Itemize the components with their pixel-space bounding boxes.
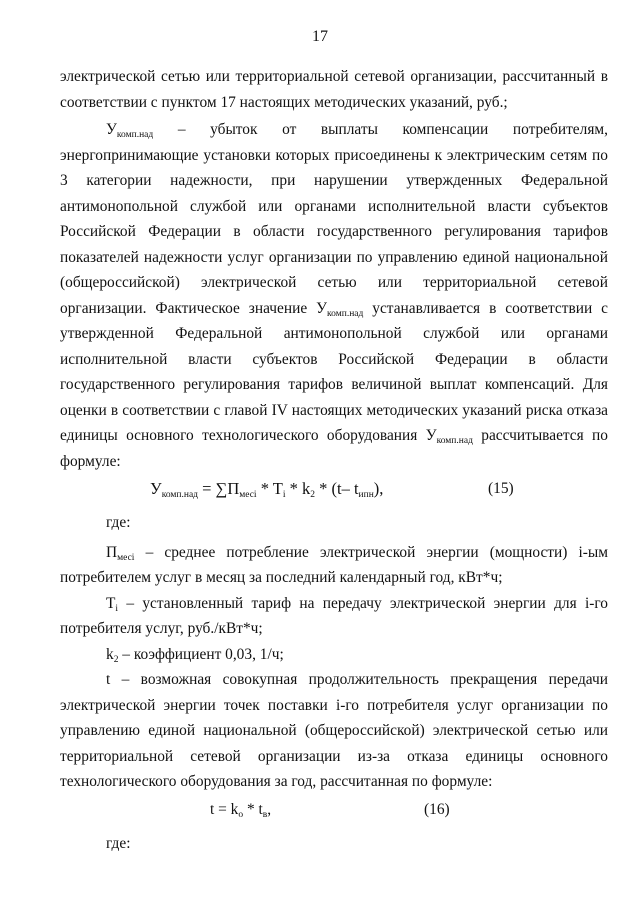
- paragraph-continuation: электрической сетью или территориальной сетевой организации, рассчитанный в соответствии с пунктом 17 настоящих методических указаний, руб.;: [60, 68, 608, 111]
- formula-15-expression: $У_{комп.над} = \sum П_{месi} * T_i * k_2 * (t-$ $t_{ипн}$),: [150, 479, 384, 500]
- paragraph-text-part2: устанавливается в соответствии с утвержденной Федеральной антимонопольной службой или органами исполнительной власти субъектов Российской Федерации в области государственного регулирования тарифов величиной выплат компенсаций. Для оценки в соответствии с главой IV настоящих методических указаний риска отказа единицы основного технологического оборудования: [60, 299, 608, 444]
- symbol-ukomp-subscript-3: комп.над: [436, 436, 473, 446]
- paragraph-text-part1: – убыток от выплаты компенсации потребителям, энергопринимающие установки которых присоединены к электрическим сетям по 3 категории надежности, при нарушении утвержденных Федеральной антимонопольной службой или органами исполнительной власти субъектов Российской Федерации в области государственного регулирования тарифов показателей надежности услуг организации по управлению единой национальной (общероссийской) электрической сетью или территориальной сетевой организации. Фактическое значение: [60, 121, 608, 317]
- symbol-ukomp: У: [106, 121, 117, 138]
- symbol-ukomp-subscript: комп.над: [116, 130, 154, 140]
- formula-16-number: (16): [424, 800, 450, 818]
- definition-k2: $k_2$ – коэффициент 0,03, 1/ч;: [106, 645, 284, 665]
- paragraph-ukomp-definition: [60, 117, 608, 474]
- page-number: 17: [312, 28, 328, 45]
- where-label-2: где:: [106, 834, 131, 852]
- definition-ti: $T_i$ – установленный тариф на передачу электрической энергии для i-го потребителя услуг, руб./кВт*ч;: [60, 594, 608, 637]
- where-label: где:: [106, 514, 131, 531]
- document-body: [60, 64, 608, 856]
- paragraph-text-part3: рассчитывается по формуле:: [60, 427, 608, 470]
- symbol-ukomp-subscript-2: комп.над: [327, 308, 364, 319]
- formula-15-number: (15): [488, 480, 514, 497]
- formula-16: [60, 797, 608, 825]
- symbol-ukomp-2: У: [316, 299, 328, 317]
- definition-t: t – возможная совокупная продолжительность прекращения передачи электрической энергии точек поставки i-го потребителя услуг организации по управлению единой национальной (общероссийской) электрической сетью или территориальной сетевой организации из-за отказа единицы основного технологического оборудования за год, рассчитанная по формуле:: [60, 671, 608, 790]
- formula-16-expression: $t = k_o * t_в$,: [210, 800, 272, 820]
- definition-pmes: $П_{месi}$ – среднее потребление электрической энергии (мощности) i-ым потребителем услуг в месяц за последний календарный год, кВт*ч;: [60, 543, 608, 586]
- symbol-ukomp-3: У: [425, 427, 437, 444]
- formula-15: [60, 476, 608, 504]
